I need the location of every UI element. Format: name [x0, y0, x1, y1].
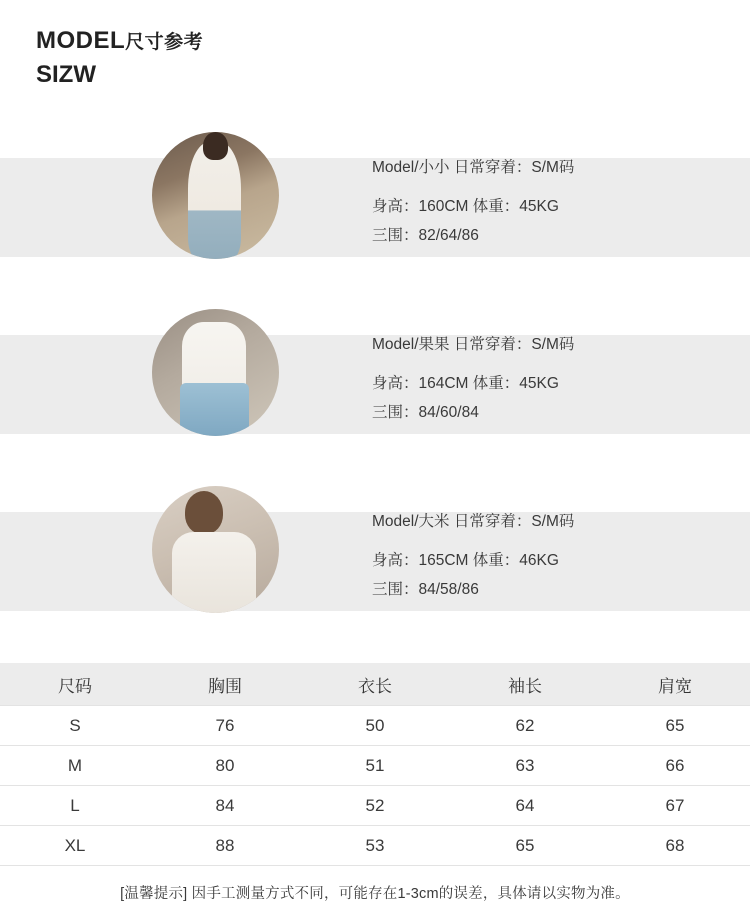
page-title [0, 0, 750, 90]
model-stat-line-1: 身高：164CM 体重：45KG [372, 375, 559, 392]
table-cell: 65 [665, 715, 685, 735]
title-line-1 [36, 26, 750, 58]
table-cell: XL [64, 835, 86, 855]
table-header-cell: 尺码 [58, 676, 92, 696]
model-info [372, 132, 574, 245]
table-header-cell: 胸围 [208, 676, 242, 696]
table-row [0, 826, 750, 866]
table-cell: S [69, 715, 81, 735]
size-table [0, 663, 750, 866]
table-header-row [0, 663, 750, 706]
model-stat-line-1: 身高：160CM 体重：45KG [372, 198, 559, 215]
table-cell: 67 [665, 795, 685, 815]
model-photo-guoguo [152, 309, 279, 436]
table-cell: 84 [215, 795, 235, 815]
table-cell: 68 [665, 835, 685, 855]
table-row [0, 746, 750, 786]
model-photo-dami [152, 486, 279, 613]
title-line-2: SIZW [36, 61, 96, 88]
table-cell: 66 [665, 755, 685, 775]
table-cell: 50 [365, 715, 385, 735]
table-cell: 88 [215, 835, 235, 855]
table-cell: 63 [515, 755, 535, 775]
model-row [0, 486, 750, 637]
model-name-line: Model/果果 日常穿着：S/M码 [372, 336, 575, 353]
model-stat-line-2: 三围：82/64/86 [372, 227, 479, 244]
table-cell: 64 [515, 795, 535, 815]
model-photo-xiaoxiao [152, 132, 279, 259]
model-info [372, 486, 574, 599]
table-cell: 62 [515, 715, 535, 735]
table-cell: 51 [365, 755, 385, 775]
table-header-cell: 衣长 [358, 676, 392, 696]
model-stat-line-1: 身高：165CM 体重：46KG [372, 552, 559, 569]
table-cell: L [70, 795, 80, 815]
model-name-line: Model/小小 日常穿着：S/M码 [372, 159, 575, 176]
table-cell: 80 [215, 755, 235, 775]
model-list [0, 132, 750, 637]
table-cell: 52 [365, 795, 385, 815]
model-stat-line-2: 三围：84/60/84 [372, 404, 479, 421]
model-info [372, 309, 574, 422]
model-stat-line-2: 三围：84/58/86 [372, 581, 479, 598]
table-row [0, 706, 750, 746]
model-name-line: Model/大米 日常穿着：S/M码 [372, 513, 575, 530]
table-row [0, 786, 750, 826]
table-header-cell: 肩宽 [658, 676, 692, 696]
table-cell: M [67, 755, 83, 775]
table-cell: 76 [215, 715, 235, 735]
model-row [0, 309, 750, 460]
title-cjk: 尺寸参考 [125, 32, 204, 53]
table-header-cell: 袖长 [508, 676, 542, 696]
measurement-note: [温馨提示] 因手工测量方式不同，可能存在1-3cm的误差，具体请以实物为准。 [120, 886, 630, 902]
title-latin: MODEL [36, 27, 126, 54]
table-cell: 65 [515, 835, 535, 855]
model-row [0, 132, 750, 283]
table-cell: 53 [365, 835, 385, 855]
